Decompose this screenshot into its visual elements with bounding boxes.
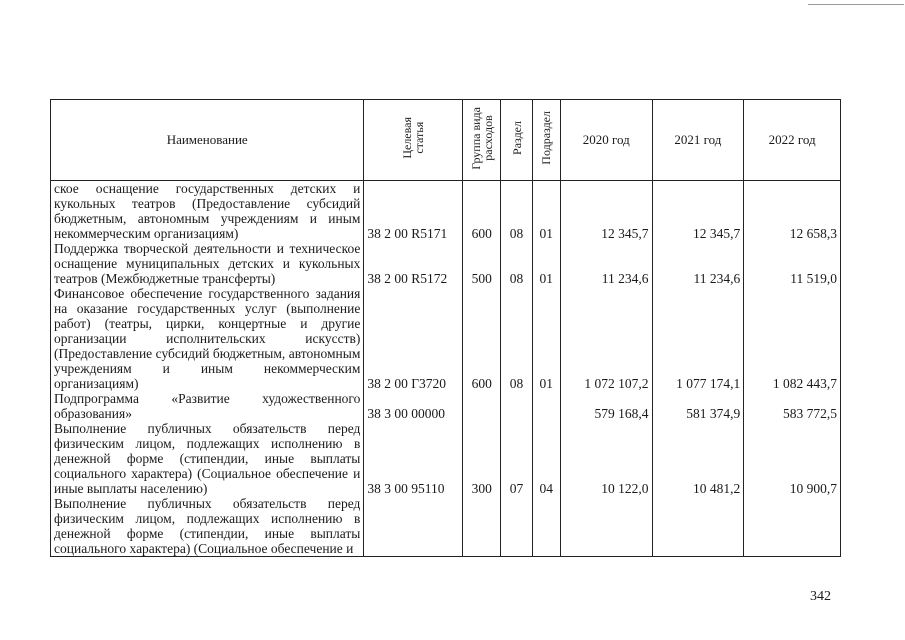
table-row [51,496,841,557]
col-header-2020: 2020 год [560,100,652,181]
row-section: 08 [501,181,532,242]
row-value-2021: 10 481,2 [652,421,744,496]
row-target-code [364,496,463,557]
row-subsection: 01 [532,181,560,242]
row-section [501,391,532,421]
row-group: 600 [463,286,501,391]
row-section: 08 [501,286,532,391]
col-header-subsection: Подраздел [532,100,560,181]
table-header-row [51,100,841,181]
row-subsection [532,496,560,557]
row-value-2022: 583 772,5 [744,391,841,421]
row-value-2021 [652,496,744,557]
row-value-2022 [744,496,841,557]
table-row [51,181,841,242]
col-header-section: Раздел [501,100,532,181]
row-subsection: 01 [532,286,560,391]
row-name: Финансовое обеспечение государственного задания на оказание государственных услуг (выполнение работ) (театры, цирки, концертные и другие организации исполнительских искусств) (Предоставление субсидий бюджетным, автономным учреждениям и иным некоммерческим организациям) [51,286,364,391]
col-header-2022: 2022 год [744,100,841,181]
row-target-code: 38 2 00 R5172 [364,241,463,286]
row-value-2021: 581 374,9 [652,391,744,421]
row-section [501,496,532,557]
row-name: Подпрограмма «Развитие художественного образования» [51,391,364,421]
page-number: 342 [810,589,831,604]
row-group [463,496,501,557]
row-target-code: 38 2 00 Г3720 [364,286,463,391]
row-target-code: 38 3 00 95110 [364,421,463,496]
row-value-2022: 10 900,7 [744,421,841,496]
table-row [51,391,841,421]
row-value-2020: 10 122,0 [560,421,652,496]
table-row [51,286,841,391]
col-header-name: Наименование [51,100,364,181]
row-target-code: 38 3 00 00000 [364,391,463,421]
col-header-group: Группа вида расходов [463,100,501,181]
row-name: Выполнение публичных обязательств перед физическим лицом, подлежащих исполнению в денежной форме (стипендии, иные выплаты социального характера) (Социальное обеспечение и [51,496,364,557]
row-value-2020: 12 345,7 [560,181,652,242]
row-value-2020: 11 234,6 [560,241,652,286]
header-rule [808,4,904,5]
table-row [51,241,841,286]
row-value-2022: 11 519,0 [744,241,841,286]
row-group: 500 [463,241,501,286]
row-value-2020: 579 168,4 [560,391,652,421]
row-subsection: 04 [532,421,560,496]
col-header-2021: 2021 год [652,100,744,181]
row-group: 600 [463,181,501,242]
row-section: 08 [501,241,532,286]
row-name: Выполнение публичных обязательств перед физическим лицом, подлежащих исполнению в денежной форме (стипендии, иные выплаты социального характера) (Социальное обеспечение и иные выплаты населению) [51,421,364,496]
table-row [51,421,841,496]
col-header-target: Целевая статья [364,100,463,181]
row-value-2022: 1 082 443,7 [744,286,841,391]
row-group [463,391,501,421]
row-value-2021: 1 077 174,1 [652,286,744,391]
row-target-code: 38 2 00 R5171 [364,181,463,242]
row-value-2020 [560,496,652,557]
row-value-2022: 12 658,3 [744,181,841,242]
row-subsection: 01 [532,241,560,286]
row-group: 300 [463,421,501,496]
row-name: ское оснащение государственных детских и кукольных театров (Предоставление субсидий бюджетным, автономным учреждениям и иным некоммерческим организациям) [51,181,364,242]
row-value-2021: 11 234,6 [652,241,744,286]
row-value-2021: 12 345,7 [652,181,744,242]
row-name: Поддержка творческой деятельности и техническое оснащение муниципальных детских и кукольных театров (Межбюджетные трансферты) [51,241,364,286]
row-section: 07 [501,421,532,496]
row-value-2020: 1 072 107,2 [560,286,652,391]
budget-table [50,99,841,557]
row-subsection [532,391,560,421]
